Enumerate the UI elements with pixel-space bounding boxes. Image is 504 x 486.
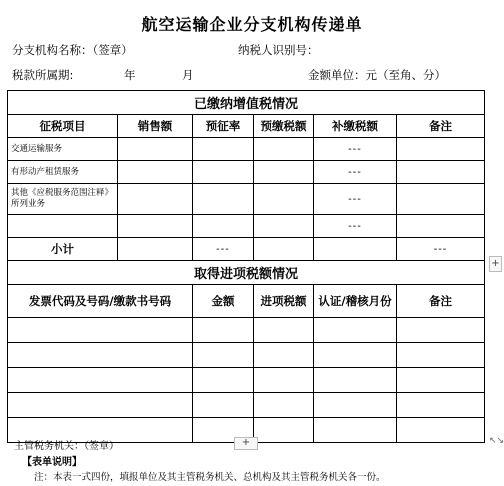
surcharge-cell: --- <box>314 161 397 184</box>
input-tax-cell[interactable] <box>254 418 314 443</box>
branch-name-label: 分支机构名称：（签章） <box>12 43 133 57</box>
rate-cell[interactable] <box>193 161 254 184</box>
col-invoice-code-header: 发票代码及号码/缴款书号码 <box>8 285 193 318</box>
row-label-leasing: 有形动产租赁服务 <box>8 161 118 184</box>
col-sales-header: 销售额 <box>118 115 193 138</box>
subtotal-label: 小计 <box>8 238 118 261</box>
rate-cell[interactable] <box>193 215 254 238</box>
form-note-title: 【表单说明】 <box>22 457 82 468</box>
row-label-blank <box>8 215 118 238</box>
subtotal-row <box>8 238 485 261</box>
invoice-cell[interactable] <box>8 343 193 368</box>
form-note-text: 注：本表一式四份，填报单位及其主管税务机关、总机构及其主管税务机关各一份。 <box>34 472 386 483</box>
remarks-cell[interactable] <box>397 138 485 161</box>
remarks-cell[interactable] <box>397 318 485 343</box>
section-paid-vat-title: 已缴纳增值税情况 <box>8 91 485 115</box>
table-row <box>8 138 485 161</box>
prepaid-cell[interactable] <box>254 184 314 215</box>
surcharge-cell: --- <box>314 138 397 161</box>
resize-handle-icon[interactable]: ↖↘ <box>489 436 504 446</box>
col-amount-header: 金额 <box>193 285 254 318</box>
tax-authority-label: 主管税务机关：（签章） <box>14 441 119 452</box>
remarks-cell[interactable] <box>397 215 485 238</box>
invoice-cell[interactable] <box>8 393 193 418</box>
remarks-cell[interactable] <box>397 343 485 368</box>
period-year-label: 年 <box>124 68 136 82</box>
table-row <box>8 215 485 238</box>
taxpayer-id-label: 纳税人识别号： <box>238 43 319 57</box>
invoice-cell[interactable] <box>8 318 193 343</box>
col-prepay-rate-header: 预征率 <box>193 115 254 138</box>
col-remarks-header: 备注 <box>397 115 485 138</box>
col-prepaid-tax-header: 预缴税额 <box>254 115 314 138</box>
remarks-cell[interactable] <box>397 184 485 215</box>
invoice-cell[interactable] <box>8 368 193 393</box>
sales-cell[interactable] <box>118 215 193 238</box>
add-row-button[interactable]: + <box>234 437 258 450</box>
table-row <box>8 318 485 343</box>
col-surcharge-tax-header: 补缴税额 <box>314 115 397 138</box>
rate-cell[interactable] <box>193 138 254 161</box>
input-tax-cell[interactable] <box>254 343 314 368</box>
prepaid-cell[interactable] <box>254 215 314 238</box>
row-label-transport: 交通运输服务 <box>8 138 118 161</box>
amount-unit-label: 金额单位：元（至角、分） <box>308 68 446 82</box>
period-month-label: 月 <box>182 68 194 82</box>
month-cell[interactable] <box>314 318 397 343</box>
subtotal-remarks-cell: --- <box>397 238 485 261</box>
amount-cell[interactable] <box>193 318 254 343</box>
surcharge-cell: --- <box>314 184 397 215</box>
input-tax-cell[interactable] <box>254 368 314 393</box>
period-label: 税款所属期: <box>12 68 74 82</box>
table-row <box>8 393 485 418</box>
prepaid-cell[interactable] <box>254 161 314 184</box>
col-verify-month-header: 认证/稽核月份 <box>314 285 397 318</box>
sales-cell[interactable] <box>118 184 193 215</box>
surcharge-cell: --- <box>314 215 397 238</box>
month-cell[interactable] <box>314 368 397 393</box>
table-row <box>8 184 485 215</box>
document-title: 航空运输企业分支机构传递单 <box>141 15 363 34</box>
table-row <box>8 343 485 368</box>
input-tax-cell[interactable] <box>254 393 314 418</box>
month-cell[interactable] <box>314 418 397 443</box>
table-row <box>8 368 485 393</box>
remarks-cell[interactable] <box>397 418 485 443</box>
subtotal-rate-cell: --- <box>193 238 254 261</box>
table-row <box>8 161 485 184</box>
row-label-other: 其他《应税服务范围注释》所列业务 <box>8 184 118 215</box>
rate-cell[interactable] <box>193 184 254 215</box>
sales-cell[interactable] <box>118 161 193 184</box>
surcharge-cell[interactable] <box>314 238 397 261</box>
sales-cell[interactable] <box>118 238 193 261</box>
sales-cell[interactable] <box>118 138 193 161</box>
add-column-button[interactable]: + <box>489 256 502 272</box>
remarks-cell[interactable] <box>397 161 485 184</box>
prepaid-cell[interactable] <box>254 238 314 261</box>
remarks-cell[interactable] <box>397 368 485 393</box>
amount-cell[interactable] <box>193 393 254 418</box>
amount-cell[interactable] <box>193 343 254 368</box>
amount-cell[interactable] <box>193 368 254 393</box>
input-tax-cell[interactable] <box>254 318 314 343</box>
transfer-form-table <box>7 90 485 443</box>
col-remarks2-header: 备注 <box>397 285 485 318</box>
col-tax-item-header: 征税项目 <box>8 115 118 138</box>
col-input-tax-header: 进项税额 <box>254 285 314 318</box>
remarks-cell[interactable] <box>397 393 485 418</box>
month-cell[interactable] <box>314 393 397 418</box>
month-cell[interactable] <box>314 343 397 368</box>
section-input-tax-title: 取得进项税额情况 <box>8 261 485 285</box>
prepaid-cell[interactable] <box>254 138 314 161</box>
